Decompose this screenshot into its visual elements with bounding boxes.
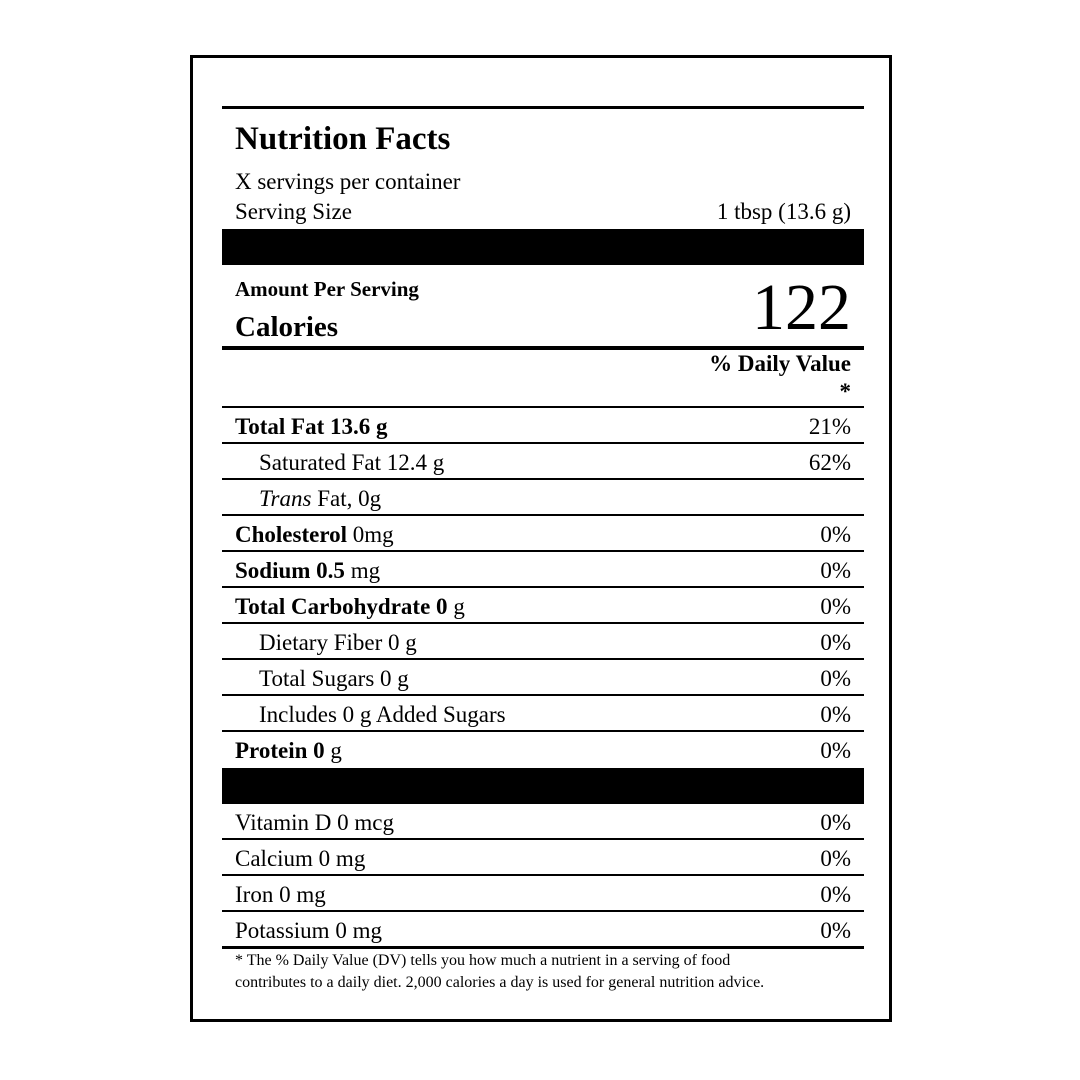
nutrient-name: Dietary Fiber 0 g: [259, 630, 417, 655]
nutrient-name: Includes 0 g Added Sugars: [259, 702, 506, 727]
thick-rule-bottom: [222, 768, 864, 804]
trans-italic: Trans: [259, 486, 312, 511]
nutrient-name-plain: 0mg: [347, 522, 394, 547]
thick-rule-top: [222, 229, 864, 265]
vitamin-dv: 0%: [820, 882, 851, 907]
nutrient-dv: 62%: [808, 450, 851, 475]
nutrient-row-saturated-fat: [222, 444, 864, 480]
serving-size-value: 1 tbsp (13.6 g): [716, 199, 851, 224]
nutrient-dv: 0%: [820, 522, 851, 547]
footnote-line-2: contributes to a daily diet. 2,000 calories a day is used for general nutrition advice.: [235, 974, 765, 991]
nutrient-name-plain: g: [447, 594, 465, 619]
nutrient-row-protein: [222, 732, 864, 768]
nutrient-dv: 0%: [820, 630, 851, 655]
vitamin-dv: 0%: [820, 918, 851, 943]
calories-value: 122: [752, 271, 851, 344]
vitamin-row: [222, 912, 864, 949]
servings-per-container: X servings per container: [235, 169, 461, 194]
daily-value-header: [222, 350, 864, 406]
serving-size-row: [222, 197, 864, 229]
calories-block: [222, 265, 864, 346]
nutrient-name: Total Fat 13.6 g: [235, 414, 388, 439]
nutrient-row-trans-fat: [222, 480, 864, 516]
nutrient-name: Fat, 0g: [311, 486, 382, 511]
amount-per-serving: Amount Per Serving: [235, 277, 419, 301]
nutrient-row-total-fat: [222, 408, 864, 444]
nutrient-name-bold: Total Carbohydrate 0: [235, 594, 448, 619]
calories-label: Calories: [235, 311, 339, 343]
nutrient-row-sodium: [222, 552, 864, 588]
vitamin-dv: 0%: [820, 810, 851, 835]
vitamin-name: Iron 0 mg: [235, 882, 326, 907]
nutrient-name-bold: Cholesterol: [235, 522, 348, 547]
vitamin-row: [222, 840, 864, 876]
nutrient-dv: 21%: [808, 414, 851, 439]
daily-value-asterisk: *: [839, 379, 851, 404]
footnote-line-1: * The % Daily Value (DV) tells you how much a nutrient in a serving of food: [235, 952, 731, 969]
nutrient-dv: 0%: [820, 738, 851, 763]
vitamin-name: Vitamin D 0 mcg: [235, 810, 394, 835]
label-title: Nutrition Facts: [235, 121, 451, 157]
nutrient-dv: 0%: [820, 558, 851, 583]
nutrient-name: Total Sugars 0 g: [259, 666, 409, 691]
vitamin-row: [222, 804, 864, 840]
nutrient-name-plain: g: [324, 738, 342, 763]
nutrient-name-bold: Sodium 0.5: [235, 558, 345, 583]
nutrient-name-bold: Protein 0: [235, 738, 325, 763]
nutrient-dv: 0%: [820, 702, 851, 727]
nutrient-row-total-carbohydrate: [222, 588, 864, 624]
daily-value-title: % Daily Value: [709, 351, 851, 376]
serving-size-label: Serving Size: [235, 199, 352, 224]
nutrient-row-cholesterol: [222, 516, 864, 552]
nutrient-dv: 0%: [820, 666, 851, 691]
vitamin-dv: 0%: [820, 846, 851, 871]
nutrient-row-total-sugars: [222, 660, 864, 696]
nutrient-row-dietary-fiber: [222, 624, 864, 660]
nutrient-row-added-sugars: [222, 696, 864, 732]
nutrient-dv: 0%: [820, 594, 851, 619]
nutrient-name: Saturated Fat 12.4 g: [259, 450, 445, 475]
daily-value-footnote: [222, 950, 864, 994]
vitamin-name: Calcium 0 mg: [235, 846, 366, 871]
nutrient-name-plain: mg: [344, 558, 381, 583]
vitamin-row: [222, 876, 864, 912]
nutrition-facts-label: [222, 106, 864, 994]
vitamin-name: Potassium 0 mg: [235, 918, 382, 943]
